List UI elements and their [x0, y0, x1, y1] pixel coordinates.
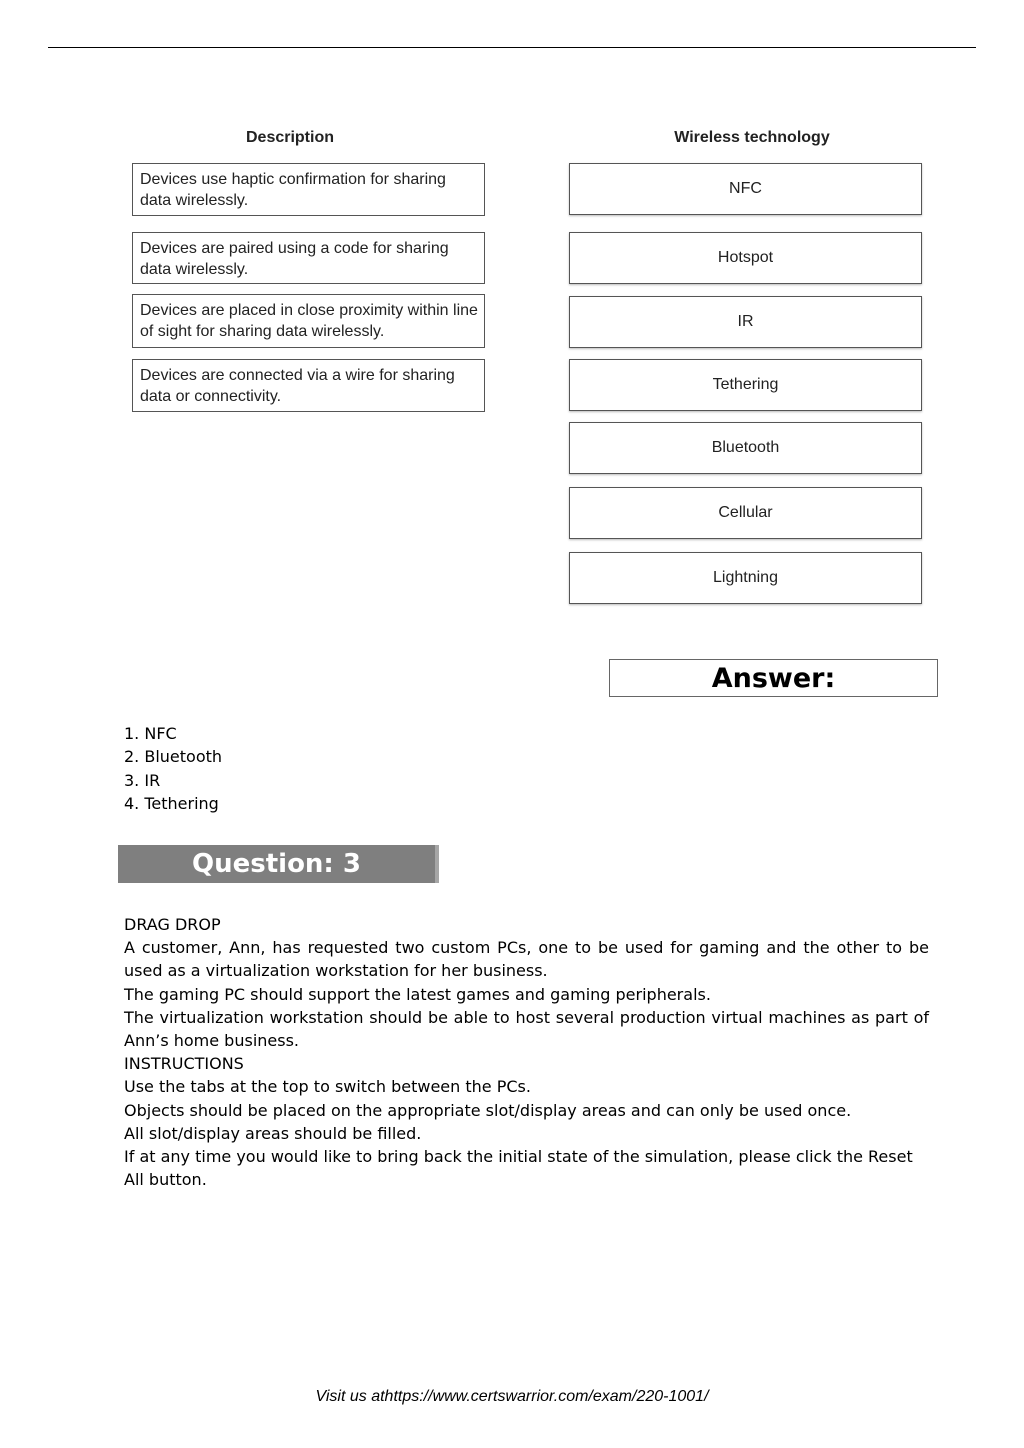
footer-link[interactable]: Visit us athttps://www.certswarrior.com/exam/220-1001/	[315, 1388, 709, 1405]
instruction-line: Objects should be placed on the appropriate slot/display areas and can only be used once.	[124, 1100, 852, 1120]
answer-list	[124, 722, 222, 815]
question-paragraph: The virtualization workstation should be able to host several production virtual machines as part of Ann’s home business.	[124, 1007, 929, 1051]
answer-item: 3. IR	[124, 770, 161, 790]
technology-option-hotspot[interactable]: Hotspot	[569, 232, 922, 284]
header-rule	[48, 47, 976, 48]
technology-option-tethering[interactable]: Tethering	[569, 359, 922, 411]
description-item-haptic[interactable]: Devices use haptic confirmation for sharing data wirelessly.	[132, 163, 485, 216]
wireless-technology-heading: Wireless technology	[674, 129, 830, 146]
technology-option-bluetooth[interactable]: Bluetooth	[569, 422, 922, 474]
technology-option-ir[interactable]: IR	[569, 296, 922, 348]
description-heading: Description	[245, 129, 334, 146]
technology-option-nfc[interactable]: NFC	[569, 163, 922, 215]
description-item-paired[interactable]: Devices are paired using a code for sharing data wirelessly.	[132, 232, 485, 284]
technology-option-lightning[interactable]: Lightning	[569, 552, 922, 604]
description-item-wired[interactable]: Devices are connected via a wire for sharing data or connectivity.	[132, 359, 485, 412]
question-paragraph: A customer, Ann, has requested two custom PCs, one to be used for gaming and the other to be used as a virtualization workstation for her business.	[124, 938, 929, 981]
answer-item: 4. Tethering	[124, 793, 219, 813]
instruction-line: If at any time you would like to bring back the initial state of the simulation, please click the Reset All button.	[124, 1147, 913, 1190]
question-banner: Question: 3	[118, 845, 439, 883]
instruction-line: Use the tabs at the top to switch between the PCs.	[124, 1077, 531, 1097]
question-type: DRAG DROP	[124, 915, 221, 934]
question-paragraph: The gaming PC should support the latest games and gaming peripherals.	[124, 984, 711, 1004]
answer-item: 2. Bluetooth	[124, 747, 223, 767]
instruction-line: All slot/display areas should be filled.	[124, 1123, 422, 1143]
technology-option-cellular[interactable]: Cellular	[569, 487, 922, 539]
description-item-line-of-sight[interactable]: Devices are placed in close proximity within line of sight for sharing data wirelessly.	[132, 294, 485, 348]
question-text	[124, 913, 929, 1191]
answer-label: Answer:	[609, 659, 938, 697]
answer-item: 1. NFC	[124, 724, 177, 743]
instructions-heading: INSTRUCTIONS	[124, 1054, 244, 1074]
